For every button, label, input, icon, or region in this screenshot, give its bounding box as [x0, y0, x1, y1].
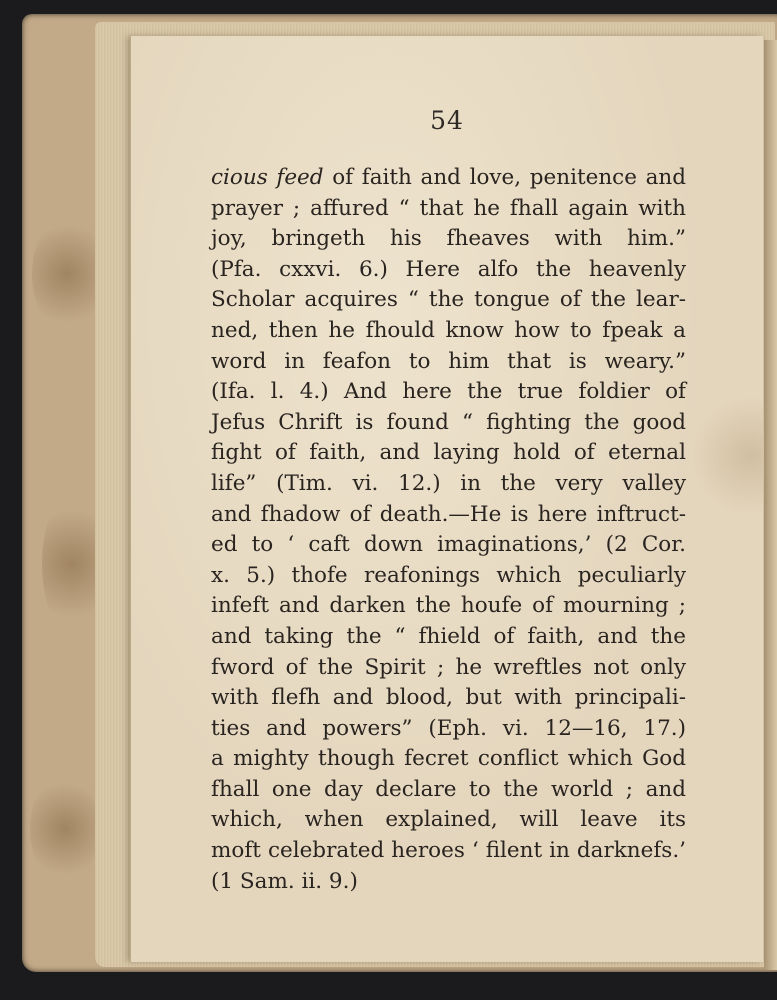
cover-stain — [32, 214, 102, 334]
text-line: (Ifa. l. 4.) And here the true foldier of — [211, 379, 686, 405]
facing-page-edge — [764, 40, 777, 970]
text-line: ties and powers” (Eph. vi. 12—16, 17.) — [211, 715, 686, 741]
italic-text: cious feed — [211, 165, 324, 190]
cover-stain — [42, 494, 102, 634]
text-line: a mighty though fecret conflict which God — [211, 746, 686, 772]
text-line: with flefh and blood, but with principali- — [211, 685, 686, 711]
text-line — [211, 163, 686, 194]
text-line: x. 5.) thofe reafonings which peculiarly — [211, 562, 686, 588]
body-text — [211, 163, 686, 897]
text-line: word in feafon to him that is weary.” — [211, 348, 686, 374]
text-line: Scholar acquires “ the tongue of the lear- — [211, 287, 686, 313]
text-line: fight of faith, and laying hold of eternal — [211, 440, 686, 466]
text-line: ned, then he fhould know how to fpeak a — [211, 317, 686, 343]
book-page — [130, 36, 763, 962]
text-line: and taking the “ fhield of faith, and the — [211, 623, 686, 649]
text-line: moft celebrated heroes ‘ filent in darknefs.’ — [211, 838, 686, 864]
text-line: Jefus Chrift is found “ fighting the good — [211, 409, 686, 435]
text-line: ed to ‘ caft down imaginations,’ (2 Cor. — [211, 532, 686, 558]
text-line: (1 Sam. ii. 9.) — [211, 868, 358, 894]
text-line: and fhadow of death.—He is here inftruct- — [211, 501, 686, 527]
text-line: life” (Tim. vi. 12.) in the very valley — [211, 470, 686, 496]
line-text: of faith and love, penitence and — [323, 165, 686, 190]
page-number: 54 — [430, 106, 464, 135]
text-line: (Pfa. cxxvi. 6.) Here alfo the heavenly — [211, 256, 686, 282]
cover-stain — [30, 774, 100, 884]
text-line: fword of the Spirit ; he wreftles not only — [211, 654, 686, 680]
text-line: infeft and darken the houfe of mourning ; — [211, 593, 686, 619]
text-line: prayer ; affured “ that he fhall again with — [211, 195, 686, 221]
text-line: fhall one day declare to the world ; and — [211, 776, 686, 802]
text-line: which, when explained, will leave its — [211, 807, 686, 833]
text-line: joy, bringeth his fheaves with him.” — [211, 226, 686, 252]
